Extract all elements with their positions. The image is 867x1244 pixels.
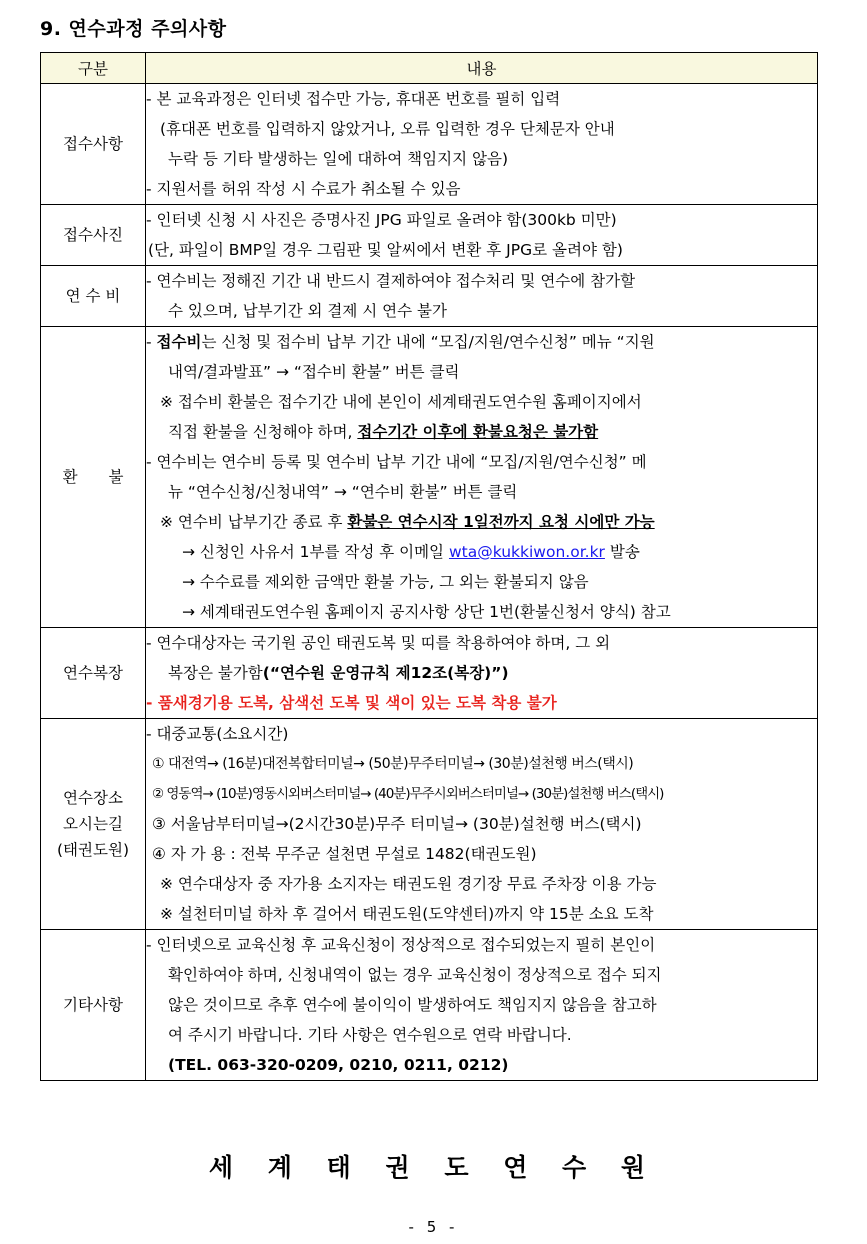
table-row [41,628,818,719]
content-line: → 신청인 사유서 1부를 작성 후 이메일 wta@kukkiwon.or.kr 발송 [182,543,640,561]
content-line: - 대중교통(소요시간) [146,725,289,743]
content-line: 여 주시기 바랍니다. 기타 사항은 연수원으로 연락 바랍니다. [168,1026,572,1044]
row-content-attire [146,628,818,719]
content-line: - 인터넷으로 교육신청 후 교육신청이 정상적으로 접수되었는지 필히 본인이 [146,936,656,954]
section-title: 9. 연수과정 주의사항 [40,18,227,40]
row-category-reception: 접수사항 [41,84,146,205]
content-line: ※ 설천터미널 하차 후 걸어서 태권도원(도약센터)까지 약 15분 소요 도착 [160,905,654,923]
content-line: - 인터넷 신청 시 사진은 증명사진 JPG 파일로 올려야 함(300kb 미만) [146,211,617,229]
content-line: - 품새경기용 도복, 삼색선 도복 및 색이 있는 도복 착용 불가 [146,694,557,712]
table-row [41,205,818,266]
row-category-fee: 연 수 비 [41,266,146,327]
row-category-other: 기타사항 [41,930,146,1081]
content-line: - 연수비는 연수비 등록 및 연수비 납부 기간 내에 “모집/지원/연수신청” 메 [146,453,647,471]
content-line: ③ 서울남부터미널→(2시간30분)무주 터미널→ (30분)설천행 버스(택시) [152,815,642,833]
content-line: ※ 접수비 환불은 접수기간 내에 본인이 세계태권도연수원 홈페이지에서 [160,393,642,411]
content-line: 확인하여야 하며, 신청내역이 없는 경우 교육신청이 정상적으로 접수 되지 [168,966,662,984]
content-line: 누락 등 기타 발생하는 일에 대하여 책임지지 않음) [168,150,508,168]
content-line: - 본 교육과정은 인터넷 접수만 가능, 휴대폰 번호를 필히 입력 [146,90,561,108]
content-line: ※ 연수비 납부기간 종료 후 환불은 연수시작 1일전까지 요청 시에만 가능 [160,513,655,531]
content-line: ④ 자 가 용 : 전북 무주군 설천면 무설로 1482(태권도원) [152,845,537,863]
page-number: - 5 - [408,1218,459,1236]
row-category-photo: 접수사진 [41,205,146,266]
table-row [41,719,818,930]
content-line: 뉴 “연수신청/신청내역” → “연수비 환불” 버튼 클릭 [168,483,518,501]
row-category-attire: 연수복장 [41,628,146,719]
content-line: 않은 것이므로 추후 연수에 불이익이 발생하여도 책임지지 않음을 참고하 [168,996,657,1014]
row-content-fee [146,266,818,327]
row-content-directions [146,719,818,930]
table-header-row [41,53,818,84]
header-content: 내용 [146,53,818,84]
content-line: → 수수료를 제외한 금액만 환불 가능, 그 외는 환불되지 않음 [182,573,589,591]
content-line: → 세계태권도연수원 홈페이지 공지사항 상단 1번(환불신청서 양식) 참고 [182,603,671,621]
content-line: 직접 환불을 신청해야 하며, 접수기간 이후에 환불요청은 불가함 [168,423,599,441]
content-line: (TEL. 063-320-0209, 0210, 0211, 0212) [168,1056,509,1074]
content-line: 복장은 불가함(“연수원 운영규칙 제12조(복장)”) [168,664,509,682]
content-line: - 연수비는 정해진 기간 내 반드시 결제하여야 접수처리 및 연수에 참가할 [146,272,636,290]
notice-table [40,52,818,1081]
content-line: ① 대전역→ (16분)대전복합터미널→ (50분)무주터미널→ (30분)설천행 버스(택시) [152,756,634,772]
row-category-refund: 환 불 [41,327,146,628]
row-content-refund [146,327,818,628]
content-line: (휴대폰 번호를 입력하지 않았거나, 오류 입력한 경우 단체문자 안내 [160,120,615,138]
content-line: - 접수비는 신청 및 접수비 납부 기간 내에 “모집/지원/연수신청” 메뉴 “지원 [146,333,655,351]
table-row [41,327,818,628]
email-link[interactable]: wta@kukkiwon.or.kr [448,543,605,561]
row-content-other [146,930,818,1081]
table-row [41,930,818,1081]
content-line: 내역/결과발표” → “접수비 환불” 버튼 클릭 [168,363,460,381]
content-line: ② 영동역→ (10분)영동시외버스터미널→ (40분)무주시외버스터미널→ (30분)설천행 버스(택시) [152,786,664,802]
content-line: - 연수대상자는 국기원 공인 태권도복 및 띠를 착용하여야 하며, 그 외 [146,634,611,652]
table-row [41,266,818,327]
content-line: - 지원서를 허위 작성 시 수료가 취소될 수 있음 [146,180,461,198]
row-category-directions: 연수장소 오시는길 (태권도원) [41,719,146,930]
content-line: (단, 파일이 BMP일 경우 그림판 및 알씨에서 변환 후 JPG로 올려야 함) [148,241,623,259]
content-line: 수 있으며, 납부기간 외 결제 시 연수 불가 [168,302,447,320]
row-content-photo [146,205,818,266]
table-row [41,84,818,205]
organization-name: 세 계 태 권 도 연 수 원 [208,1153,659,1182]
header-category: 구분 [41,53,146,84]
content-line: ※ 연수대상자 중 자가용 소지자는 태권도원 경기장 무료 주차장 이용 가능 [160,875,657,893]
row-content-reception [146,84,818,205]
